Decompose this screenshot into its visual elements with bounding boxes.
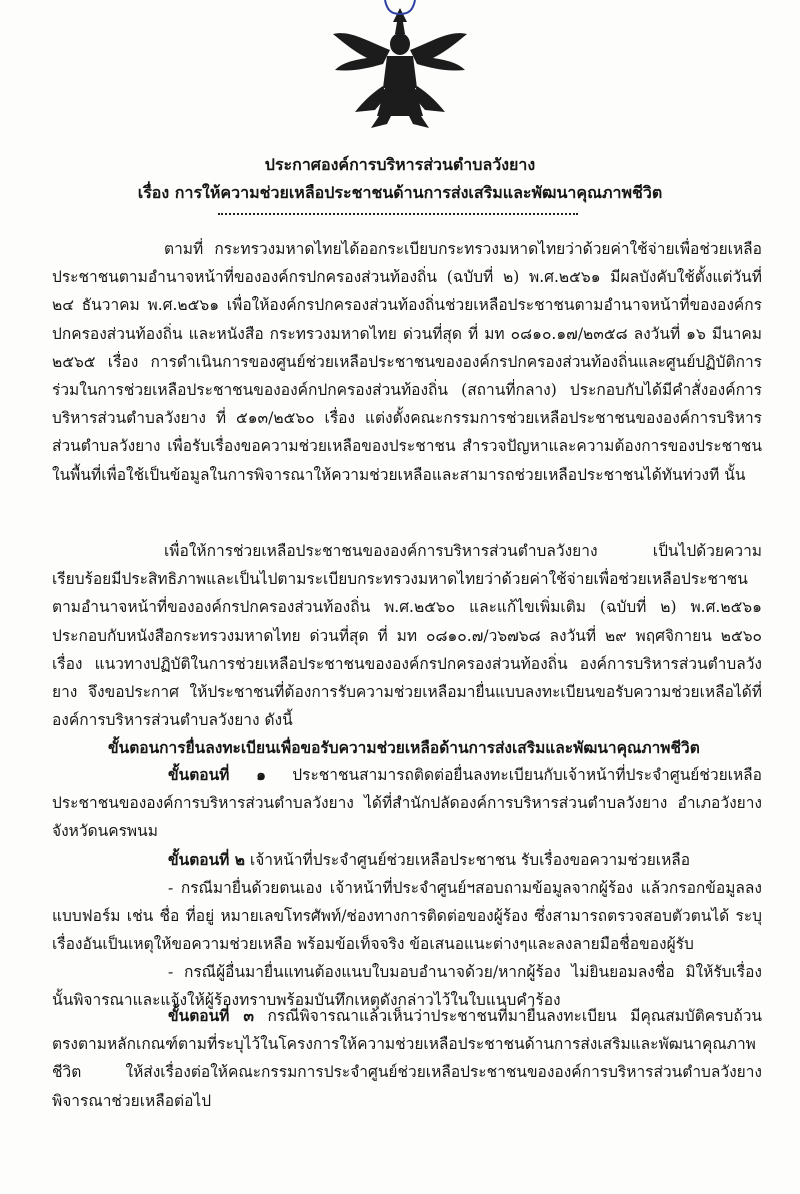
step-3-label: ขั้นตอนที่ ๓ [168, 1006, 254, 1025]
intro-paragraph-2: เพื่อให้การช่วยเหลือประชาชนขององค์การบริหารส่วนตำบลวังยาง เป็นไปด้วยความเรียบร้อยมีประสิทธิภาพและเป็นไปตามระเบียบกระทรวงมหาดไทยว่าด้วยค่าใช้จ่ายเพื่อช่วยเหลือประชาชน ตามอำนาจหน้าที่ขององค์กรปกครองส่วนท้องถิ่น พ.ศ.๒๕๖๐ และแก้ไขเพิ่มเติม (ฉบับที่ ๒) พ.ศ.๒๕๖๑ ประกอบกับหนังสือกระทรวงมหาดไทย ด่วนที่สุด ที่ มท ๐๘๑๐.๗/ว๖๗๖๘ ลงวันที่ ๒๙ พฤศจิกายน ๒๕๖๐ เรื่อง แนวทางปฏิบัติในการช่วยเหลือประชาชนขององค์กรปกครองส่วนท้องถิ่น องค์การบริหารส่วนตำบลวังยาง จึงขอประกาศ ให้ประชาชนที่ต้องการรับความช่วยเหลือมายื่นแบบลงทะเบียนขอรับความช่วยเหลือได้ที่องค์การบริหารส่วนตำบลวังยาง ดังนี้ [52, 542, 762, 730]
garuda-emblem-icon [325, 0, 475, 130]
step-1-paragraph [52, 761, 762, 846]
step-3-text: กรณีพิจารณาแล้วเห็นว่าประชาชนที่มายื่นลงทะเบียน มีคุณสมบัติครบถ้วนตรงตามหลักเกณฑ์ตามที่ระบุไว้ในโครงการให้ความช่วยเหลือประชาชนด้านการส่งเสริมและพัฒนาคุณภาพชีวิต ให้ส่งเรื่องต่อให้คณะกรรมการประจำศูนย์ช่วยเหลือประชาชนขององค์การบริหารส่วนตำบลวังยาง พิจารณาช่วยเหลือต่อไป [52, 1007, 762, 1110]
intro-paragraph-1: ตามที่ กระทรวงมหาดไทยได้ออกระเบียบกระทรวงมหาดไทยว่าด้วยค่าใช้จ่ายเพื่อช่วยเหลือประชาชนตามอำนาจหน้าที่ขององค์กรปกครองส่วนท้องถิ่น (ฉบับที่ ๒) พ.ศ.๒๕๖๑ มีผลบังคับใช้ตั้งแต่วันที่ ๒๔ ธันวาคม พ.ศ.๒๕๖๑ เพื่อให้องค์กรปกครองส่วนท้องถิ่นช่วยเหลือประชาชนตามอำนาจหน้าที่ขององค์กรปกครองส่วนท้องถิ่น และหนังสือ กระทรวงมหาดไทย ด่วนที่สุด ที่ มท ๐๘๑๐.๑๗/๒๓๕๘ ลงวันที่ ๑๖ มีนาคม ๒๕๖๕ เรื่อง การดำเนินการของศูนย์ช่วยเหลือประชาชนขององค์กรปกครองส่วนท้องถิ่นและศูนย์ปฏิบัติการร่วมในการช่วยเหลือประชาชนขององค์กปกครองส่วนท้องถิ่น (สถานที่กลาง) ประกอบกับได้มีคำสั่งองค์การบริหารส่วนตำบลวังยาง ที่ ๕๑๓/๒๕๖๐ เรื่อง แต่งตั้งคณะกรรมการช่วยเหลือประชาชนขององค์การบริหารส่วนตำบลวังยาง เพื่อรับเรื่องขอความช่วยเหลือของประชาชน สำรวจปัญหาและความต้องการของประชาชนในพื้นที่เพื่อใช้เป็นข้อมูลในการพิจารณาให้ความช่วยเหลือและสามารถช่วยเหลือประชาชนได้ทันท่วงที นั้น [52, 240, 762, 484]
step-1-text: ประชาชนสามารถติดต่อยื่นลงทะเบียนกับเจ้าหน้าที่ประจำศูนย์ช่วยเหลือประชาชนขององค์การบริหารส่วนตำบลวังยาง ได้ที่สำนักปลัดองค์การบริหารส่วนตำบลวังยาง อำเภอวังยาง จังหวัดนครพนม [52, 766, 762, 841]
dotted-divider [218, 213, 578, 215]
procedure-heading: ขั้นตอนการยื่นลงทะเบียนเพื่อขอรับความช่วยเหลือด้านการส่งเสริมและพัฒนาคุณภาพชีวิต [108, 738, 700, 757]
step-2-case-self: - กรณีมายื่นด้วยตนเอง เจ้าหน้าที่ประจำศูนย์ฯสอบถามข้อมูลจากผู้ร้อง แล้วกรอกข้อมูลลงแบบฟอร์ม เช่น ชื่อ ที่อยู่ หมายเลขโทรศัพท์/ช่องทางการติดต่อของผู้ร้อง ซึ่งสามารถตรวจสอบตัวตนได้ ระบุเรื่องอันเป็นเหตุให้ขอความช่วยเหลือ พร้อมข้อเท็จจริง ข้อเสนอแนะต่างๆและลงลายมือชื่อของผู้รับ [52, 879, 762, 954]
step-2-paragraph [52, 846, 762, 874]
step-2-text: เจ้าหน้าที่ประจำศูนย์ช่วยเหลือประชาชน รับเรื่องขอความช่วยเหลือ [245, 851, 691, 869]
step-3-paragraph [52, 1002, 762, 1115]
step-1-label: ขั้นตอนที่ ๑ [168, 765, 266, 784]
announcement-title: ประกาศองค์การบริหารส่วนตำบลวังยาง [264, 155, 536, 174]
announcement-subject: เรื่อง การให้ความช่วยเหลือประชาชนด้านการส่งเสริมและพัฒนาคุณภาพชีวิต [137, 183, 663, 202]
step-2-label: ขั้นตอนที่ ๒ [168, 850, 245, 869]
step-2-case-proxy: - กรณีผู้อื่นมายื่นแทนต้องแนบใบมอบอำนาจด้วย/หากผู้ร้อง ไม่ยินยอมลงชื่อ มิให้รับเรื่องนั้นพิจารณาและแจ้งให้ผู้ร้องทราบพร้อมบันทึกเหตุดังกล่าวไว้ในใบแนบคำร้อง [52, 963, 762, 1010]
